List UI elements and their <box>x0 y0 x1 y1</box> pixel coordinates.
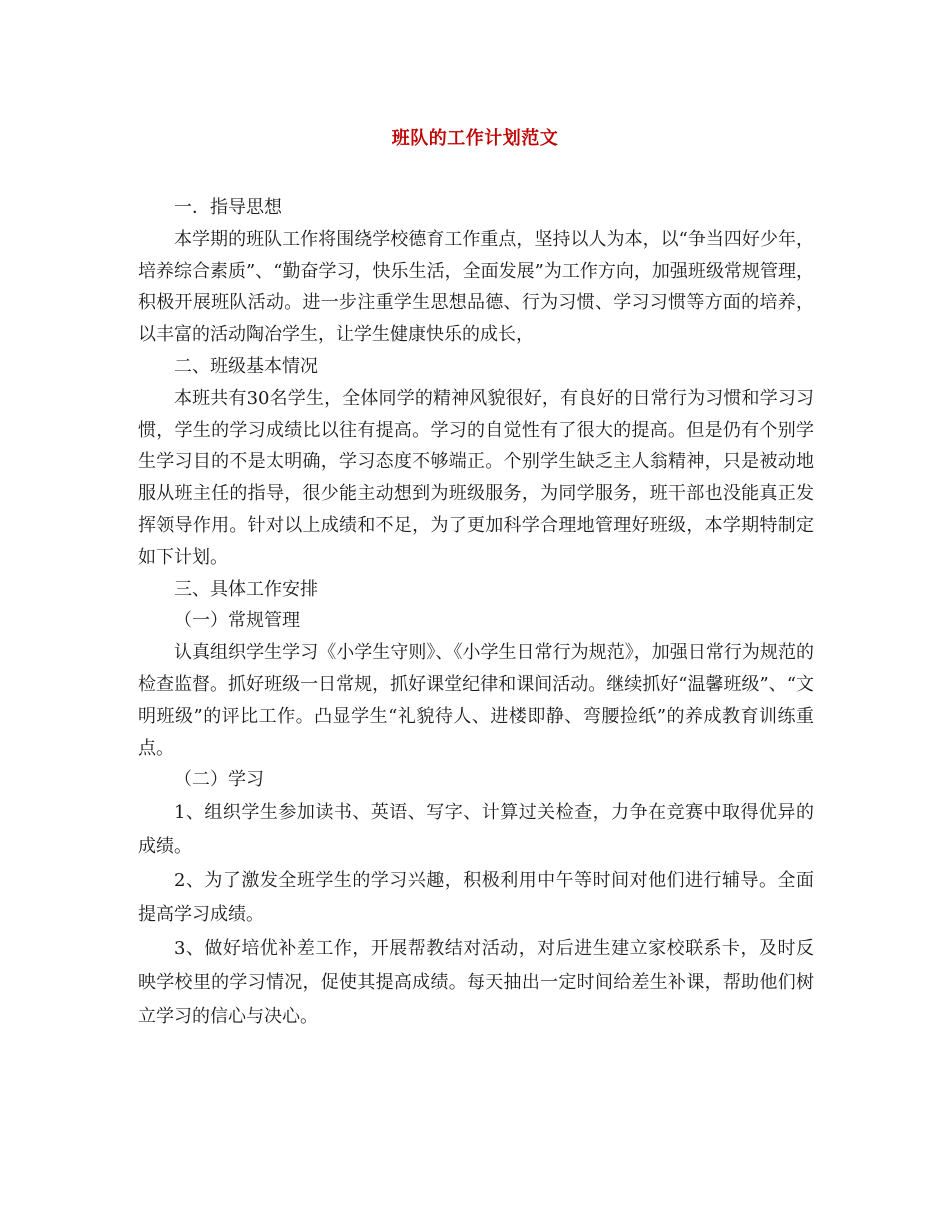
paragraph: 认真组织学生学习《小学生守则》、《小学生日常行为规范》，加强日常行为规范的检查监督。抓好班级一日常规，抓好课堂纪律和课间活动。继续抓好“温馨班级”、“文明班级”的评比工作。凸显学生“礼貌待人、进楼即静、弯腰捡纸”的养成教育训练重点。 <box>138 642 814 759</box>
subsection-heading: （二）学习 <box>174 769 264 791</box>
document-body <box>138 192 814 1034</box>
paragraph: 本班共有30名学生，全体同学的精神风貌很好，有良好的日常行为习惯和学习习惯，学生的学习成绩比以往有提高。学习的自觉性有了很大的提高。但是仍有个别学生学习目的不是太明确，学习态度不够端正。个别学生缺乏主人翁精神，只是被动地服从班主任的指导，很少能主动想到为班级服务，为同学服务，班干部也没能真正发挥领导作用。针对以上成绩和不足，为了更加科学合理地管理好班级，本学期特制定如下计划。 <box>138 387 814 568</box>
list-item: 1、组织学生参加读书、英语、写字、计算过关检查，力争在竞赛中取得优异的成绩。 <box>138 802 814 858</box>
list-item: 2、为了激发全班学生的学习兴趣，积极利用中午等时间对他们进行辅导。全面提高学习成绩。 <box>138 870 814 926</box>
section-heading: 二、班级基本情况 <box>174 355 318 377</box>
document-title: 班队的工作计划范文 <box>391 128 559 149</box>
paragraph: 本学期的班队工作将围绕学校德育工作重点，坚持以人为本，以“争当四好少年，培养综合素质”、“勤奋学习，快乐生活，全面发展”为工作方向，加强班级常规管理，积极开展班队活动。进一步注重学生思想品德、行为习惯、学习习惯等方面的培养，以丰富的活动陶冶学生，让学生健康快乐的成长， <box>138 228 814 346</box>
list-item: 3、做好培优补差工作，开展帮教结对活动，对后进生建立家校联系卡，及时反映学校里的学习情况，促使其提高成绩。每天抽出一定时间给差生补课，帮助他们树立学习的信心与决心。 <box>138 938 814 1028</box>
section-heading: 一．指导思想 <box>174 197 282 218</box>
section-heading: 三、具体工作安排 <box>174 578 318 600</box>
subsection-heading: （一）常规管理 <box>174 610 300 632</box>
